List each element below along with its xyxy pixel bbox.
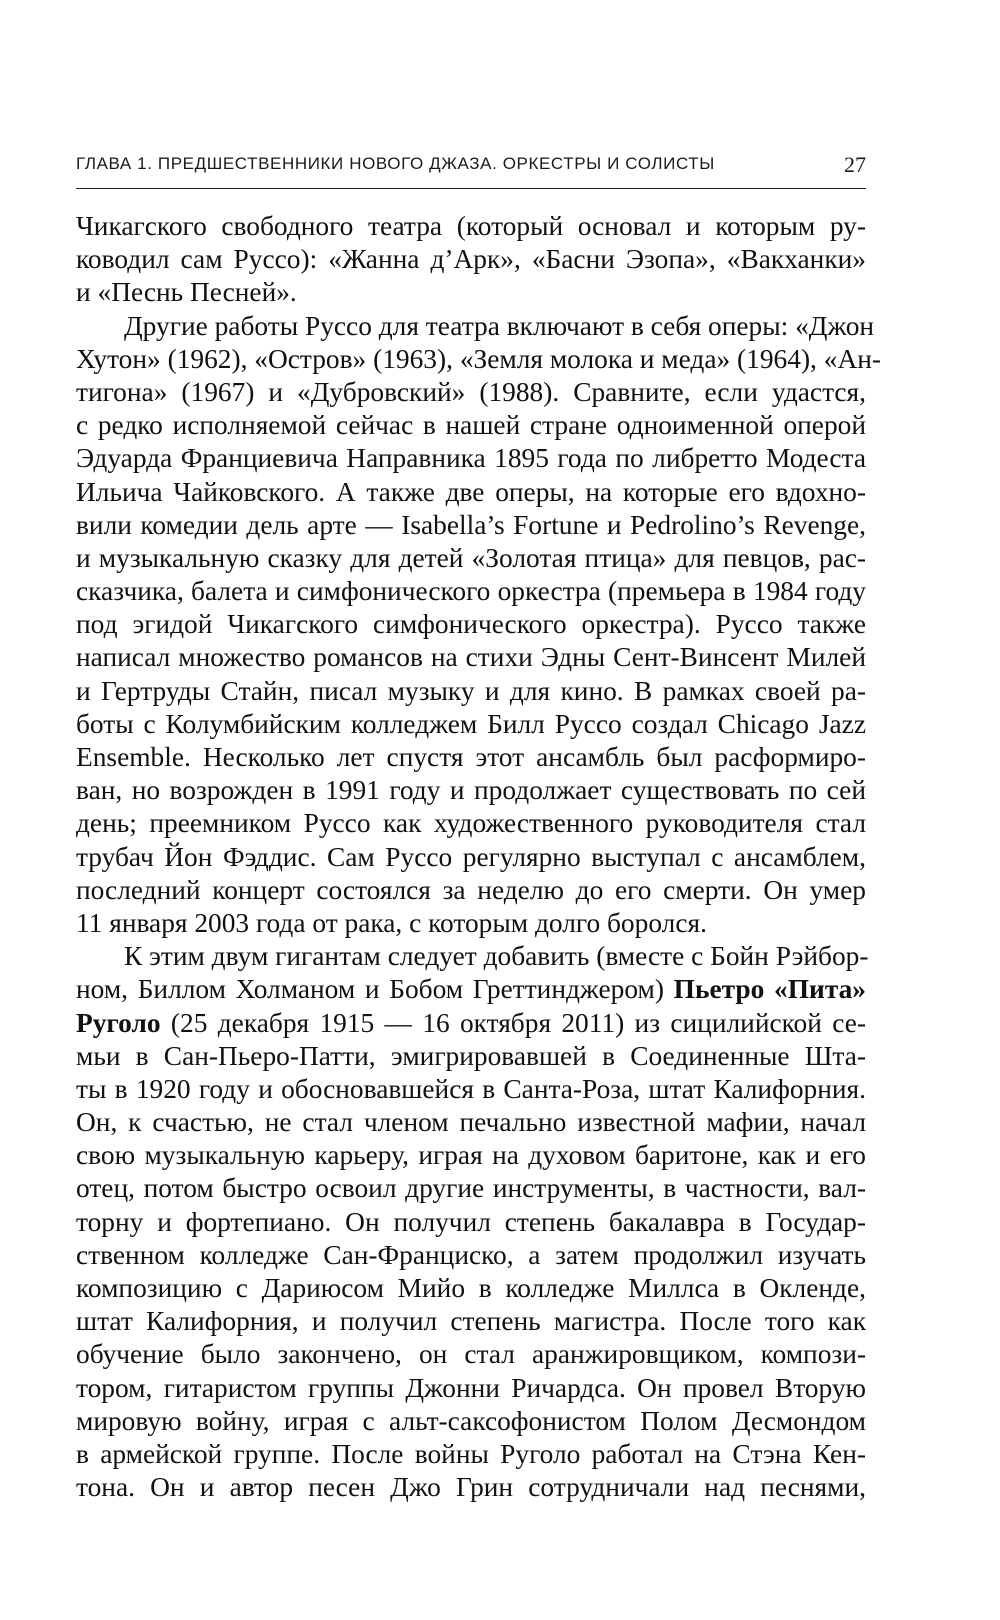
text-line: под эгидой Чикагского симфонического оркестра). Руссо также <box>76 609 866 640</box>
text-line: отец, потом быстро освоил другие инструменты, в частности, вал- <box>76 1173 866 1204</box>
text-line: и «Песнь Песней». <box>76 277 297 308</box>
text-line: и Гертруды Стайн, писал музыку и для кино. В рамках своей ра- <box>76 675 866 706</box>
text-line: тигона» (1967) и «Дубровский» (1988). Сравните, если удастся, <box>76 376 866 407</box>
text-line: свою музыкальную карьеру, играя на духовом баритоне, как и его <box>76 1140 866 1171</box>
person-name-bold: Пьетро «Пита» <box>673 974 866 1005</box>
text-line: Хутон» (1962), «Остров» (1963), «Земля молока и меда» (1964), «Ан- <box>76 343 882 374</box>
text-line: Эдуарда Франциевича Направника 1895 года по либретто Модеста <box>76 443 866 474</box>
text-line: тона. Он и автор песен Джо Грин сотрудничали над песнями, <box>76 1472 866 1503</box>
text-line: штат Калифорния, и получил степень магистра. После того как <box>76 1306 866 1337</box>
text-run: (25 декабря 1915 — 16 октября 2011) из сицилийской се- <box>160 1007 866 1038</box>
person-name-bold: Руголо <box>76 1007 161 1038</box>
text-line: Ensemble. Несколько лет спустя этот ансамбль был расформиро- <box>76 742 866 772</box>
text-line: мировую войну, играя с альт-саксофонистом Полом Десмондом <box>76 1405 866 1436</box>
text-line: ты в 1920 году и обосновавшейся в Санта-Роза, штат Калифорния. <box>76 1073 866 1104</box>
text-line: Чикагского свободного театра (который основал и которым ру- <box>76 211 866 241</box>
body-text <box>76 210 882 1504</box>
text-line: сказчика, балета и симфонического оркестра (премьера в 1984 году <box>76 576 866 607</box>
text-run: ном, Биллом Холманом и Бобом Греттинджером) <box>76 974 674 1005</box>
text-line: тором, гитаристом группы Джонни Ричардса. Он провел Вторую <box>76 1372 866 1403</box>
running-title: ГЛАВА 1. ПРЕДШЕСТВЕННИКИ НОВОГО ДЖАЗА. ОРКЕСТРЫ И СОЛИСТЫ <box>76 154 715 173</box>
text-line: ководил сам Руссо): «Жанна д’Арк», «Басни Эзопа», «Вакханки» <box>76 244 866 275</box>
paragraph-1 <box>76 210 866 310</box>
text-line: день; преемником Руссо как художественного руководителя стал <box>76 808 866 839</box>
text-line: ван, но возрожден в 1991 году и продолжает существовать по сей <box>76 775 866 806</box>
running-header <box>76 152 866 189</box>
text-line: последний концерт состоялся за неделю до его смерти. Он умер <box>76 874 866 905</box>
text-line: трубач Йон Фэддис. Сам Руссо регулярно выступал с ансамблем, <box>76 841 866 872</box>
text-line: вили комедии дель арте — Isabella’s Fortune и Pedrolino’s Revenge, <box>76 509 866 540</box>
page-number: 27 <box>844 152 866 177</box>
text-line: обучение было закончено, он стал аранжировщиком, компози- <box>76 1339 866 1370</box>
text-line: К этим двум гигантам следует добавить (вместе с Бойн Рэйбор- <box>124 941 869 972</box>
text-line: мьи в Сан-Пьеро-Патти, эмигрировавшей в Соединенные Шта- <box>76 1040 866 1071</box>
text-line: боты с Колумбийским колледжем Билл Руссо создал Chicago Jazz <box>76 708 866 739</box>
text-line: 11 января 2003 года от рака, с которым долго боролся. <box>76 907 707 938</box>
text-line: торну и фортепиано. Он получил степень бакалавра в Государ- <box>76 1206 866 1237</box>
text-line: Ильича Чайковского. А также две оперы, на которые его вдохно- <box>76 476 866 507</box>
text-line: и музыкальную сказку для детей «Золотая птица» для певцов, рас- <box>76 542 866 573</box>
text-line: в армейской группе. После войны Руголо работал на Стэна Кен- <box>76 1438 866 1469</box>
text-line: ственном колледже Сан-Франциско, а затем продолжил изучать <box>76 1239 866 1270</box>
text-line: композицию с Дариюсом Мийо в колледже Миллса в Окленде, <box>76 1273 866 1303</box>
text-line: Другие работы Руссо для театра включают в себя оперы: «Джон <box>124 310 875 341</box>
paragraph-2 <box>76 310 882 941</box>
text-line <box>76 1007 866 1040</box>
text-line: Он, к счастью, не стал членом печально известной мафии, начал <box>76 1107 866 1138</box>
text-line: с редко исполняемой сейчас в нашей стране одноименной оперой <box>76 410 866 441</box>
text-line <box>76 973 866 1006</box>
text-line: написал множество романсов на стихи Эдны Сент-Винсент Милей <box>76 642 866 673</box>
paragraph-3 <box>76 940 869 1504</box>
